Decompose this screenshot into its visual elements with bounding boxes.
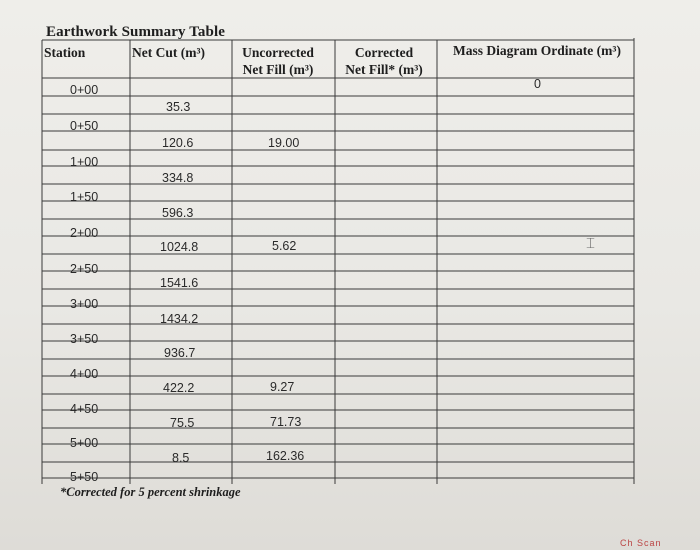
footnote: *Corrected for 5 percent shrinkage	[60, 485, 241, 499]
station-cell: 4+00	[70, 367, 99, 381]
uncorrected-fill-cell: 71.73	[270, 415, 302, 429]
header-uncorrected-line1: Uncorrected	[242, 45, 314, 60]
station-cell: 5+50	[70, 470, 99, 484]
net-cut-cell: 35.3	[166, 100, 191, 114]
table-title: Earthwork Summary Table	[46, 24, 225, 40]
header-station: Station	[44, 45, 86, 60]
net-cut-cell: 936.7	[164, 346, 196, 360]
net-cut-cell: 334.8	[162, 171, 194, 185]
station-cell: 3+50	[70, 332, 99, 346]
uncorrected-fill-cell: 19.00	[268, 136, 300, 150]
station-cell: 2+50	[70, 262, 99, 276]
net-cut-cell: 422.2	[163, 381, 195, 395]
header-mass-diagram-ordinate: Mass Diagram Ordinate (m³)	[453, 43, 621, 58]
net-cut-cell: 8.5	[172, 451, 190, 465]
uncorrected-fill-cell: 162.36	[266, 449, 305, 463]
station-cell: 5+00	[70, 436, 99, 450]
net-cut-cell: 1541.6	[160, 276, 199, 290]
net-cut-cell: 1434.2	[160, 312, 199, 326]
uncorrected-fill-cell: 9.27	[270, 380, 295, 394]
station-cell: 0+50	[70, 119, 99, 133]
header-net-cut: Net Cut (m³)	[132, 45, 206, 60]
net-cut-cell: 1024.8	[160, 240, 199, 254]
header-uncorrected-net-fill	[236, 44, 320, 78]
station-cell: 2+00	[70, 226, 99, 240]
text-cursor-icon: ⌶	[586, 234, 596, 252]
station-cell: 0+00	[70, 83, 99, 97]
station-cell: 1+50	[70, 190, 99, 204]
station-cell: 1+00	[70, 155, 99, 169]
mass-diagram-cell: 0	[534, 77, 541, 91]
net-cut-cell: 596.3	[162, 206, 194, 220]
scan-watermark: Ch Scan	[620, 538, 662, 548]
net-cut-cell: 120.6	[162, 136, 194, 150]
station-cell: 4+50	[70, 402, 99, 416]
station-cell: 3+00	[70, 297, 99, 311]
header-corrected-net-fill	[338, 44, 430, 78]
header-uncorrected-line2: Net Fill (m³)	[242, 62, 314, 77]
uncorrected-fill-cell: 5.62	[272, 239, 297, 253]
net-cut-cell: 75.5	[170, 416, 195, 430]
header-corrected-line1: Corrected	[354, 45, 414, 60]
header-corrected-line2: Net Fill* (m³)	[345, 62, 423, 77]
